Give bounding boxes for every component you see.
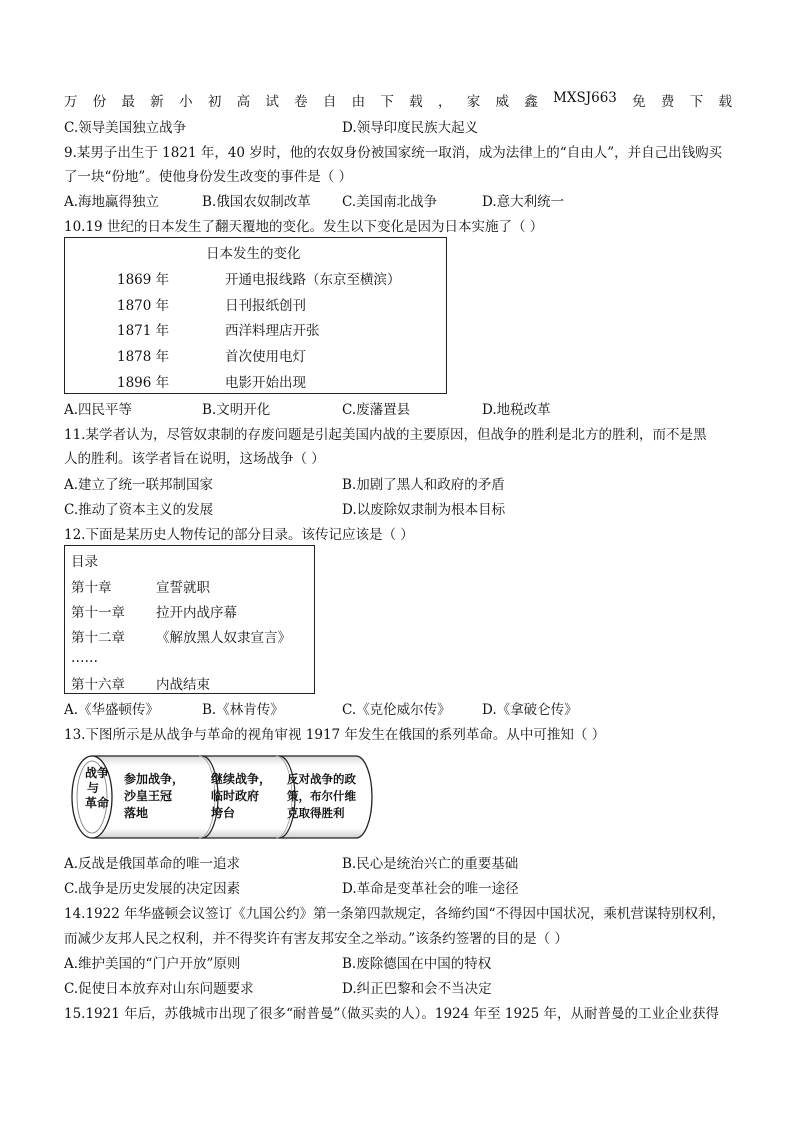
q11-stem-line2: 人的胜利。该学者旨在说明，这场战争（ ） (64, 451, 325, 467)
header-char: 费 (660, 94, 675, 110)
header-char: 自 (322, 94, 337, 110)
q9-option-b: B.俄国农奴制改革 (202, 194, 311, 210)
q13-option-b: B.民心是统治兴亡的重要基础 (342, 856, 519, 872)
q10-event: 首次使用电灯 (225, 349, 306, 365)
q13-option-d: D.革命是变革社会的唯一途径 (342, 881, 519, 897)
q9-stem-line2: 了一块“份地”。使他身份发生改变的事件是（ ） (64, 169, 353, 185)
cylinder-segment-3 (287, 771, 356, 822)
q10-event: 日刊报纸创刊 (225, 298, 306, 314)
cylinder-label (85, 766, 110, 811)
q10-event: 开通电报线路（东京至横滨） (225, 272, 401, 288)
header-char: 载 (409, 94, 423, 110)
q12-chapter: 第十二章 (71, 630, 125, 646)
q10-option-a: A.四民平等 (64, 402, 133, 418)
q12-chapter: 第十章 (71, 580, 112, 596)
segment-line: 落地 (124, 806, 149, 820)
header-char: 小 (179, 94, 193, 110)
segment-line: 沙皇王冠 (124, 789, 173, 803)
segment-line: 反对战争的政 (287, 772, 356, 786)
header-char: ， (437, 94, 452, 110)
header-char: 由 (351, 94, 366, 110)
q10-year: 1896 年 (117, 375, 170, 391)
q12-ellipsis: …… (71, 650, 98, 666)
q10-year: 1871 年 (117, 323, 170, 339)
header-char: 初 (207, 94, 222, 110)
q9-stem-line1: 9.某男子出生于 1821 年，40 岁时，他的农奴身份被国家统一取消，成为法律上的“自由人”，并自己出钱购买 (64, 145, 723, 161)
header-char: 万 (64, 94, 78, 110)
segment-line: 克取得胜利 (287, 806, 345, 820)
q10-option-b: B.文明开化 (202, 402, 271, 418)
cylinder-label-line: 与 (86, 781, 99, 795)
q14-option-b: B.废除德国在中国的特权 (342, 956, 492, 972)
q12-stem: 12.下面是某历史人物传记的部分目录。该传记应该是（ ） (64, 527, 414, 543)
q13-stem: 13.下图所示是从战争与革命的视角审视 1917 年发生在俄国的系列革命。从中可推知（ ） (64, 727, 606, 743)
q12-chapter-title: 内战结束 (156, 677, 210, 693)
q12-option-c: C.《克伦威尔传》 (342, 702, 451, 718)
q10-option-d: D.地税改革 (482, 402, 551, 418)
q9-option-a: A.海地赢得独立 (64, 194, 160, 210)
header-char: 免 (632, 94, 646, 110)
cylinder-label-line: 革命 (85, 796, 110, 810)
header-char: 载 (718, 94, 732, 110)
q10-table-title: 日本发生的变化 (206, 246, 301, 262)
header-char: 威 (495, 94, 509, 110)
q12-option-d: D.《拿破仑传》 (482, 702, 578, 718)
q12-chapter-title: 宣誓就职 (156, 580, 210, 596)
q13-cylinder-diagram (66, 752, 376, 842)
header-char: 鑫 (524, 94, 538, 110)
cylinder-label-line: 战争 (85, 766, 110, 780)
q10-option-c: C.废藩置县 (342, 402, 411, 418)
header-char: 下 (380, 94, 394, 110)
header-char: 卷 (294, 94, 308, 110)
header-char: 高 (236, 94, 251, 110)
segment-line: 垮台 (211, 806, 236, 820)
q11-option-c: C.推动了资本主义的发展 (64, 502, 214, 518)
header-watermark (64, 90, 732, 110)
header-char: 新 (150, 94, 164, 110)
segment-line: 继续战争， (211, 772, 272, 786)
q14-stem-line2: 而减少友邦人民之权利，并不得奖许有害友邦安全之举动。”该条约签署的目的是（ ） (64, 931, 568, 947)
header-char: 份 (92, 94, 107, 110)
q10-year: 1869 年 (117, 272, 170, 288)
cylinder-segment-1 (124, 771, 184, 822)
segment-line: 参加战争， (124, 772, 185, 786)
q14-stem-line1: 14.1922 年华盛顿会议签订《九国公约》第一条第四款规定，各缔约国“不得因中国状况，乘机营谋特别权利， (64, 906, 726, 922)
q8-option-c: C.领导美国独立战争 (64, 120, 187, 136)
q15-stem-line1: 15.1921 年后，苏俄城市出现了很多“耐普曼”（做买卖的人）。1924 年至 1925 年，从耐普曼的工业企业获得 (64, 1006, 720, 1022)
q14-option-c: C.促使日本放弃对山东问题要求 (64, 981, 254, 997)
q12-toc-box (64, 545, 315, 694)
q9-option-d: D.意大利统一 (482, 194, 565, 210)
q8-option-d: D.领导印度民族大起义 (342, 120, 479, 136)
q11-option-d: D.以废除奴隶制为根本目标 (342, 502, 506, 518)
q12-chapter-title: 拉开内战序幕 (156, 605, 237, 621)
q14-option-a: A.维护美国的“门户开放”原则 (64, 956, 241, 972)
q11-option-b: B.加剧了黑人和政府的矛盾 (342, 477, 505, 493)
q9-option-c: C.美国南北战争 (342, 194, 438, 210)
q13-option-a: A.反战是俄国革命的唯一追求 (64, 856, 241, 872)
q10-year: 1870 年 (117, 298, 170, 314)
q12-toc-title: 目录 (71, 554, 98, 570)
q13-option-c: C.战争是历史发展的决定因素 (64, 881, 241, 897)
header-char: 家 (466, 94, 481, 110)
q12-chapter: 第十六章 (71, 677, 125, 693)
q12-option-b: B.《林肯传》 (202, 702, 284, 718)
q10-table (64, 237, 447, 394)
q11-option-a: A.建立了统一联邦制国家 (64, 477, 214, 493)
q10-year: 1878 年 (117, 349, 170, 365)
segment-line: 策，布尔什维 (287, 789, 356, 803)
header-char: 下 (689, 94, 704, 110)
segment-line: 临时政府 (211, 789, 260, 803)
header-char: 最 (121, 94, 136, 110)
q11-stem-line1: 11.某学者认为，尽管奴隶制的存废问题是引起美国内战的主要原因，但战争的胜利是北方的胜利，而不是黑 (64, 427, 707, 443)
q10-stem: 10.19 世纪的日本发生了翻天覆地的变化。发生以下变化是因为日本实施了（ ） (64, 219, 544, 235)
q10-event: 电影开始出现 (225, 375, 306, 391)
header-code: MXSJ663 (553, 90, 617, 106)
q12-option-a: A.《华盛顿传》 (64, 702, 160, 718)
q12-chapter: 第十一章 (71, 605, 125, 621)
cylinder-segment-2 (211, 771, 271, 822)
q14-option-d: D.纠正巴黎和会不当决定 (342, 981, 492, 997)
header-char: 试 (265, 94, 279, 110)
q10-event: 西洋料理店开张 (225, 323, 320, 339)
q12-chapter-title: 《解放黑人奴隶宣言》 (156, 630, 291, 646)
